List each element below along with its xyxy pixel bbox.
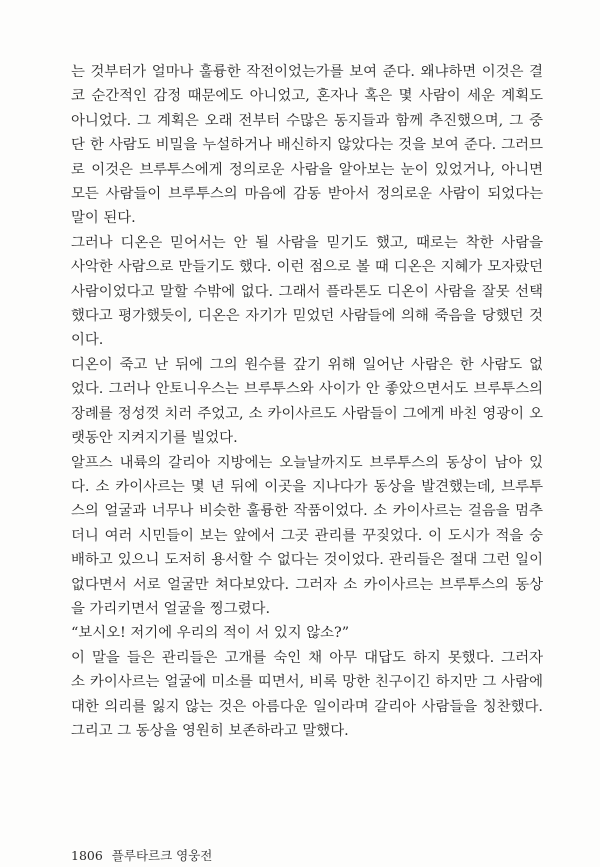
text-line: 모든 사람들이 브루투스의 마음에 감동 받아서 정의로운 사람이 되었다는: [71, 186, 543, 203]
text-line: 사람이었다고 말할 수밖에 없다. 그래서 플라톤도 디온이 사람을 잘못 선택: [71, 283, 543, 300]
text-line: 이 말을 들은 관리들은 고개를 숙인 채 아무 대답도 하지 못했다. 그러자: [71, 649, 543, 666]
text-line: 을 가리키면서 얼굴을 찡그렸다.: [71, 600, 271, 617]
text-line: 그러나 디온은 믿어서는 안 될 사람을 믿기도 했고, 때로는 착한 사람을: [71, 234, 543, 251]
text-line: 했다고 평가했듯이, 디온은 자기가 믿었던 사람들에 의해 죽음을 당했던 것: [71, 308, 543, 325]
text-line: 없다면서 서로 얼굴만 쳐다보았다. 그러자 소 카이사르는 브루투스의 동상: [71, 576, 543, 593]
text-line: 말이 된다.: [71, 210, 136, 227]
text-line: 로 이것은 브루투스에게 정의로운 사람을 알아보는 눈이 있었거나, 아니면: [71, 161, 543, 178]
text-line: 디온이 죽고 난 뒤에 그의 원수를 갚기 위해 일어난 사람은 한 사람도 없: [71, 356, 543, 373]
text-line: 사악한 사람으로 만들기도 했다. 이런 점으로 볼 때 디온은 지혜가 모자랐던: [71, 259, 543, 276]
text-line: 스의 얼굴과 너무나 비슷한 훌륭한 작품이었다. 소 카이사르는 걸음을 멈추: [71, 503, 543, 520]
text-line: 이다.: [71, 332, 104, 349]
text-line: 코 순간적인 감정 때문에도 아니었고, 혼자나 혹은 몇 사람이 세운 계획도: [71, 88, 543, 105]
text-line: 었다. 그러나 안토니우스는 브루투스와 사이가 안 좋았으면서도 브루투스의: [71, 381, 543, 398]
body-text: [71, 60, 543, 743]
book-title: 플루타르크 영웅전: [111, 848, 213, 863]
text-line: “보시오! 저기에 우리의 적이 서 있지 않소?”: [71, 625, 350, 642]
text-line: 장례를 정성껏 치러 주었고, 소 카이사르도 사람들이 그에게 바친 영광이 오: [71, 405, 543, 422]
text-line: 다. 소 카이사르는 몇 년 뒤에 이곳을 지나다가 동상을 발견했는데, 브루투: [71, 478, 543, 495]
text-line: 단 한 사람도 비밀을 누설하거나 배신하지 않았다는 것을 보여 준다. 그러므: [71, 137, 543, 154]
text-line: 는 것부터가 얼마나 훌륭한 작전이었는가를 보여 준다. 왜냐하면 이것은 결: [71, 64, 543, 80]
page-number: 1806: [71, 848, 103, 863]
page-footer: [71, 846, 212, 864]
text-line: 소 카이사르는 얼굴에 미소를 띠면서, 비록 망한 친구이긴 하지만 그 사람에: [71, 674, 543, 691]
text-line: 랫동안 지켜지기를 빌었다.: [71, 430, 238, 447]
text-line: 대한 의리를 잃지 않는 것은 아름다운 일이라며 갈리아 사람들을 칭찬했다.: [71, 698, 543, 715]
text-line: 알프스 내륙의 갈리아 지방에는 오늘날까지도 브루투스의 동상이 남아 있: [71, 454, 543, 471]
text-line: 배하고 있으니 도저히 용서할 수 없다는 것이었다. 관리들은 절대 그런 일이: [71, 552, 543, 569]
text-line: 그리고 그 동상을 영원히 보존하라고 말했다.: [71, 722, 349, 739]
text-line: 더니 여러 시민들이 보는 앞에서 그곳 관리를 꾸짖었다. 이 도시가 적을 숭: [71, 527, 543, 544]
text-line: 아니었다. 그 계획은 오래 전부터 수많은 동지들과 함께 추진했으며, 그 중: [71, 112, 543, 129]
